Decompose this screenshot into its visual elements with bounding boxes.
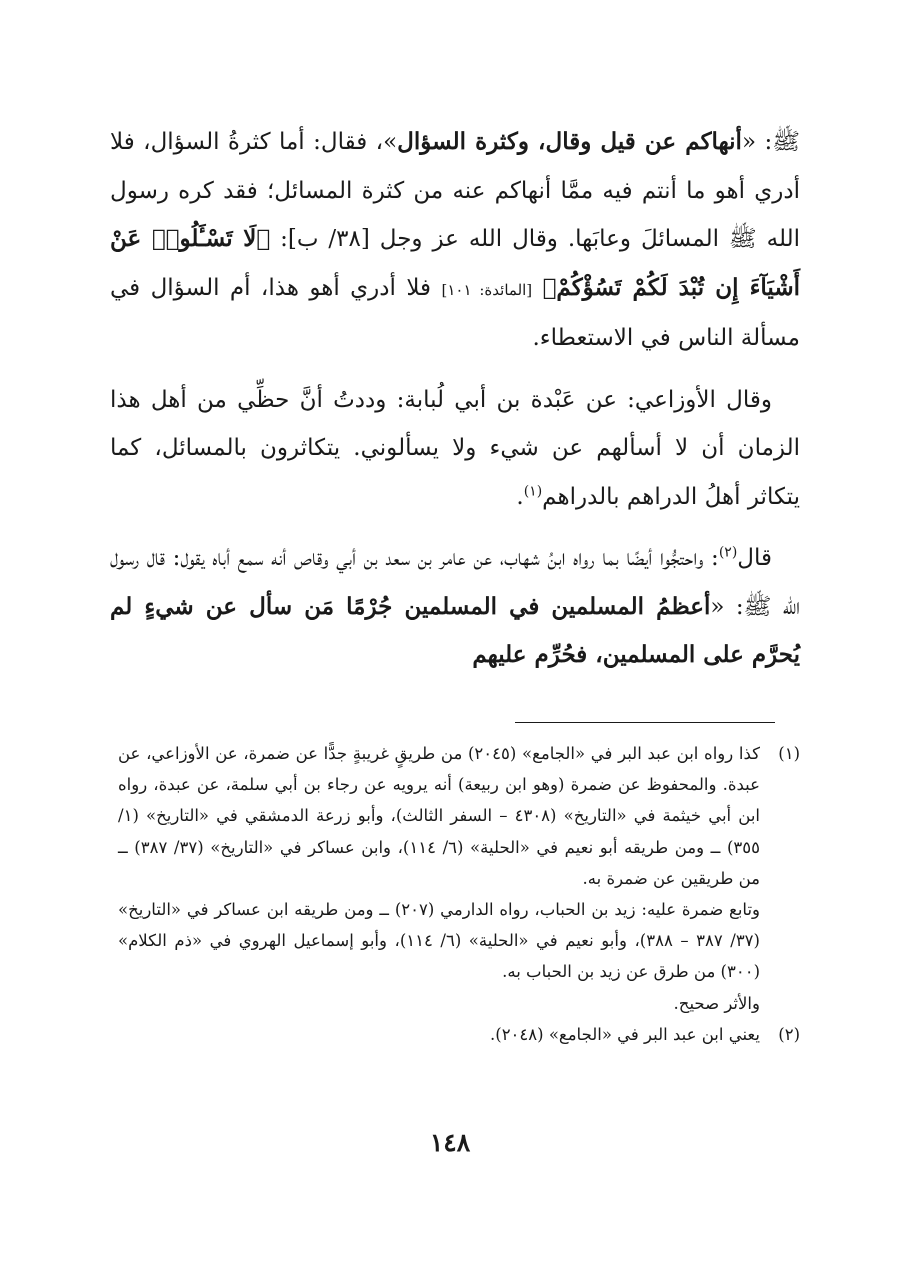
footnote-ref-1[interactable]: (١) [523, 482, 543, 499]
p1-body: »، فقال: أما كثرةُ السؤال، فلا أدري أهو ما أنتم فيه ممَّا أنهاكم عنه من كثرة المسائل؛ فقد كره رسول الله ﷺ المسائلَ وعابَها. وقال الله عز وجل [٣٨/ ب]: [110, 129, 800, 252]
p3-body: : واحتجُّوا أيضًا بما رواه ابنُ شهاب، عن عامر بن سعد بن أبي وقاص أنه سمع أباه يقول: قال رسول الله ﷺ: « [110, 545, 800, 620]
footnote-line: يعني ابن عبد البر في «الجامع» (٢٠٤٨). [490, 1024, 760, 1044]
footnote-separator [515, 722, 775, 723]
p3-lead: قال [737, 545, 772, 571]
footnote-number: (١) [778, 744, 800, 763]
footnote-2 [118, 1019, 800, 1050]
hadith-quote-1: أنهاكم عن قيل وقال، وكثرة السؤال [397, 128, 742, 155]
footnotes [118, 738, 800, 1050]
p1-tail: فلا أدري أهو هذا، أم السؤال في مسألة الناس في الاستعطاء. [110, 274, 800, 351]
page-number: ١٤٨ [429, 1128, 471, 1157]
paragraph-1 [110, 118, 800, 363]
hadith-quote-2: أعظمُ المسلمين في المسلمين جُرْمًا مَن سأل عن شيءٍ لم يُحرَّم على المسلمين، فحُرِّم عليهم [110, 592, 800, 668]
footnote-body [118, 1019, 760, 1050]
paragraph-2 [110, 376, 800, 522]
footnote-ref-2[interactable]: (٢) [718, 544, 738, 561]
footnote-line: والأثر صحيح. [673, 993, 760, 1013]
paragraph-3 [110, 534, 800, 680]
footnote-body [118, 738, 760, 1019]
footnote-line: كذا رواه ابن عبد البر في «الجامع» (٢٠٤٥) من طريقٍ غريبةٍ جدًّا عن ضمرة، عن الأوزاعي، عن عبدة. والمحفوظ عن ضمرة (وهو ابن ربيعة) أنه يرويه عن رجاء بن أبي سلمة، عن عبدة، رواه ابن أبي خيثمة في «التاريخ» (٤٣٠٨ – السفر الثالث)، وأبو زرعة الدمشقي في «التاريخ» (١/ ٣٥٥) ــ ومن طريقه أبو نعيم في «الحلية» (٦/ ١١٤)، وابن عساكر في «التاريخ» (٣٧/ ٣٨٧) ــ من طريقين عن ضمرة به. [118, 744, 761, 888]
p2-body: وقال الأوزاعي: عن عَبْدة بن أبي لُبابة: وددتُ أنَّ حظِّي من أهل هذا الزمان أن لا أسألهم عن شيء ولا يسألوني. يتكاثرون بالمسائل، كما يتكاثر أهلُ الدراهم بالدراهم [110, 386, 800, 510]
p1-prefix: ﷺ: « [741, 129, 800, 155]
footnote-1 [118, 738, 800, 1019]
main-text [110, 118, 800, 680]
footnote-number: (٢) [778, 1024, 800, 1044]
quran-verse: ﴿لَا تَسْـَٔلُوا۟ عَنْ أَشْيَآءَ إِن تُبْدَ لَكُمْ تَسُؤْكُمْ﴾ [110, 225, 801, 301]
verse-reference: [المائدة: ١٠١] [441, 280, 533, 299]
p2-tail: . [516, 483, 524, 510]
footnote-line: وتابع ضمرة عليه: زيد بن الحباب، رواه الدارمي (٢٠٧) ــ ومن طريقه ابن عساكر في «التاريخ» (٣٧/ ٣٨٧ – ٣٨٨)، وأبو نعيم في «الحلية» (٦/ ١١٤)، وأبو إسماعيل الهروي في «ذم الكلام» (٣٠٠) من طرق عن زيد بن الحباب به. [118, 900, 761, 982]
